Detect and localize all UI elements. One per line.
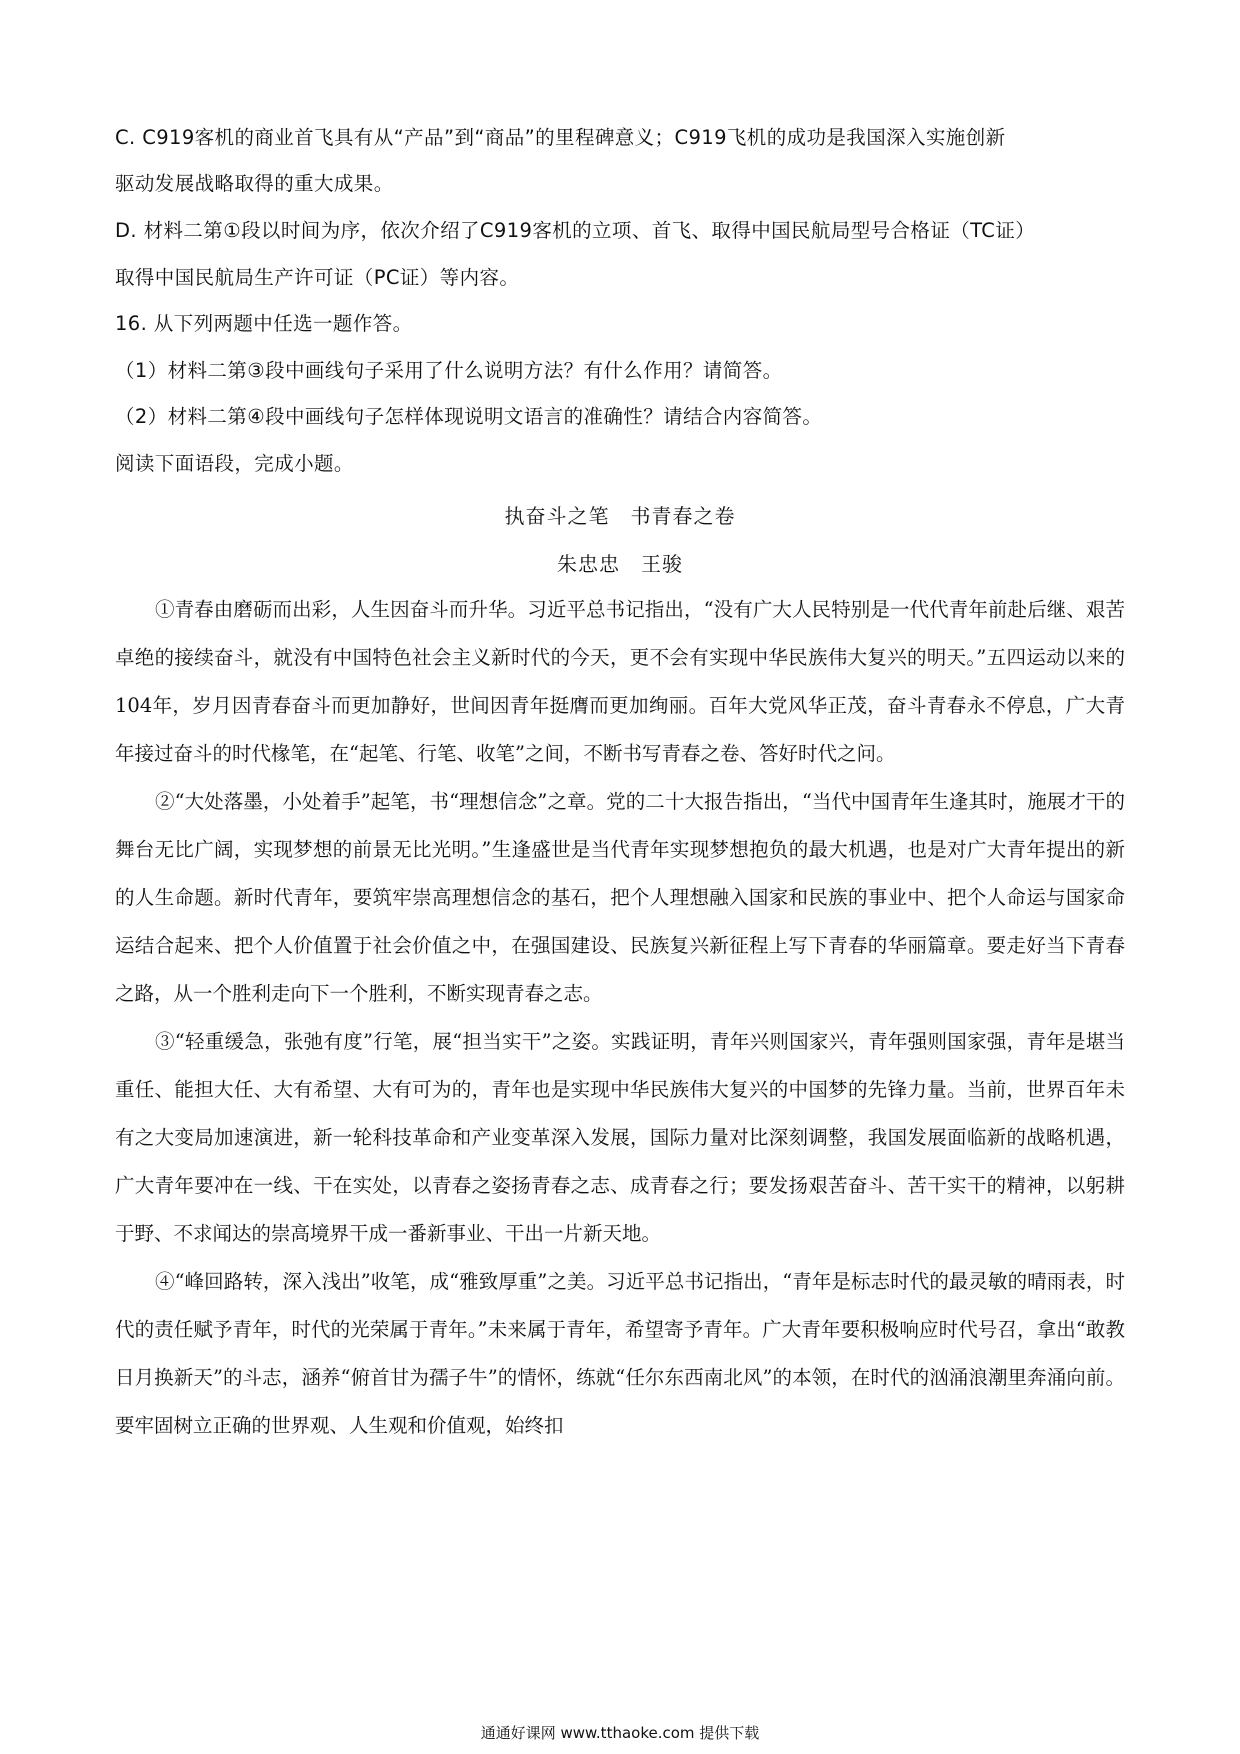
- question-16-sub-2: （2）材料二第④段中画线句子怎样体现说明文语言的准确性？请结合内容简答。: [115, 405, 823, 428]
- option-d-line-1: D. 材料二第①段以时间为序，依次介绍了C919客机的立项、首飞、取得中国民航局型号合格证（TC证）: [115, 219, 1036, 242]
- article-title: 执奋斗之笔 书青春之卷: [504, 504, 736, 528]
- option-c-line-2: 驱动发展战略取得的重大成果。: [115, 172, 394, 195]
- reading-instruction: 阅读下面语段，完成小题。: [115, 452, 354, 475]
- question-16-sub-1: （1）材料二第③段中画线句子采用了什么说明方法？有什么作用？请简答。: [115, 359, 783, 382]
- page-footer: 通通好课网 www.tthaoke.com 提供下载: [480, 1724, 760, 1742]
- article-paragraph-1: ①青春由磨砺而出彩，人生因奋斗而升华。习近平总书记指出，“没有广大人民特别是一代代青年前赴后继、艰苦卓绝的接续奋斗，就没有中国特色社会主义新时代的今天，更不会有实现中华民族伟大复兴的明天。”五四运动以来的104年，岁月因青春奋斗而更加静好，世间因青年挺膺而更加绚丽。百年大党风华正茂，奋斗青春永不停息，广大青年接过奋斗的时代椽笔，在“起笔、行笔、收笔”之间，不断书写青春之卷、答好时代之问。: [115, 598, 1125, 765]
- article-paragraph-3: ③“轻重缓急，张弛有度”行笔，展“担当实干”之姿。实践证明，青年兴则国家兴，青年强则国家强，青年是堪当重任、能担大任、大有希望、大有可为的，青年也是实现中华民族伟大复兴的中国梦的先锋力量。当前，世界百年未有之大变局加速演进，新一轮科技革命和产业变革深入发展，国际力量对比深刻调整，我国发展面临新的战略机遇，广大青年要冲在一线、干在实处，以青春之姿扬青春之志、成青春之行；要发扬艰苦奋斗、苦干实干的精神，以躬耕于野、不求闻达的崇高境界干成一番新事业、干出一片新天地。: [115, 1030, 1125, 1245]
- article-body: [115, 586, 1125, 1450]
- article-paragraph-2: ②“大处落墨，小处着手”起笔，书“理想信念”之章。党的二十大报告指出，“当代中国青年生逢其时，施展才干的舞台无比广阔，实现梦想的前景无比光明。”生逢盛世是当代青年实现梦想抱负的最大机遇，也是对广大青年提出的新的人生命题。新时代青年，要筑牢崇高理想信念的基石，把个人理想融入国家和民族的事业中、把个人命运与国家命运结合起来、把个人价值置于社会价值之中，在强国建设、民族复兴新征程上写下青春的华丽篇章。要走好当下青春之路，从一个胜利走向下一个胜利，不断实现青春之志。: [115, 790, 1125, 1005]
- option-c-line-1: C. C919客机的商业首飞具有从“产品”到“商品”的里程碑意义；C919飞机的成功是我国深入实施创新: [115, 126, 1006, 149]
- article-authors: 朱忠忠 王骏: [557, 552, 683, 576]
- option-d-line-2: 取得中国民航局生产许可证（PC证）等内容。: [115, 266, 520, 289]
- article-paragraph-4: ④“峰回路转，深入浅出”收笔，成“雅致厚重”之美。习近平总书记指出，“青年是标志时代的最灵敏的晴雨表，时代的责任赋予青年，时代的光荣属于青年。”未来属于青年，希望寄予青年。广大青年要积极响应时代号召，拿出“敢教日月换新天”的斗志，涵养“俯首甘为孺子牛”的情怀，练就“任尔东西南北风”的本领，在时代的汹涌浪潮里奔涌向前。要牢固树立正确的世界观、人生观和价值观，始终扣: [115, 1270, 1125, 1437]
- question-16-stem: 16. 从下列两题中任选一题作答。: [115, 312, 413, 335]
